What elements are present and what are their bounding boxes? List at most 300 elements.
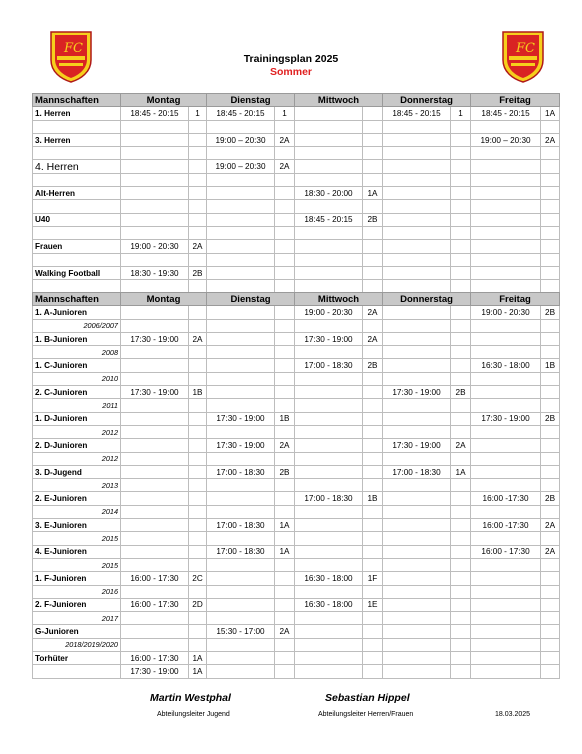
- room-di: [275, 266, 295, 279]
- room-mo: 2A: [189, 240, 207, 253]
- col-header-friday: Freitag: [471, 94, 560, 107]
- time-slot-fr: 19:00 - 20:30: [471, 306, 541, 319]
- room-di: [275, 147, 295, 160]
- time-slot-mo: [121, 346, 189, 359]
- time-slot-di: [207, 492, 275, 505]
- room-mo: [189, 625, 207, 638]
- time-slot-di: [207, 240, 275, 253]
- room-fr: [541, 625, 560, 638]
- time-slot-mo: [121, 479, 189, 492]
- time-slot-di: [207, 359, 275, 372]
- room-mi: [363, 346, 383, 359]
- birth-year-label: 2010: [33, 372, 121, 385]
- page-subtitle: Sommer: [269, 66, 312, 78]
- time-slot-fr: [471, 465, 541, 478]
- room-mo: [189, 253, 207, 266]
- time-slot-di: 17:00 - 18:30: [207, 545, 275, 558]
- room-do: [451, 187, 471, 200]
- team-name: 2. F-Junioren: [33, 598, 121, 611]
- time-slot-mi: [295, 240, 363, 253]
- room-fr: [541, 452, 560, 465]
- time-slot-di: [207, 479, 275, 492]
- room-di: [275, 319, 295, 332]
- room-fr: 2A: [541, 545, 560, 558]
- room-mo: [189, 187, 207, 200]
- table-row: [33, 412, 560, 425]
- time-slot-fr: [471, 226, 541, 239]
- room-di: [275, 532, 295, 545]
- room-di: [275, 572, 295, 585]
- room-do: [451, 652, 471, 665]
- time-slot-di: 15:30 - 17:00: [207, 625, 275, 638]
- time-slot-do: [383, 652, 451, 665]
- room-mo: [189, 319, 207, 332]
- time-slot-do: [383, 519, 451, 532]
- room-fr: [541, 213, 560, 226]
- room-mo: [189, 346, 207, 359]
- team-name: [33, 280, 121, 293]
- time-slot-mo: [121, 612, 189, 625]
- team-name: 1. D-Junioren: [33, 412, 121, 425]
- table-row: [33, 399, 560, 412]
- time-slot-fr: [471, 319, 541, 332]
- room-fr: 1A: [541, 107, 560, 120]
- room-fr: [541, 612, 560, 625]
- time-slot-do: [383, 173, 451, 186]
- room-do: [451, 160, 471, 173]
- time-slot-mi: [295, 226, 363, 239]
- time-slot-do: 18:45 - 20:15: [383, 107, 451, 120]
- time-slot-di: 17:00 - 18:30: [207, 519, 275, 532]
- room-do: [451, 492, 471, 505]
- room-di: [275, 665, 295, 678]
- room-do: [451, 452, 471, 465]
- time-slot-mo: [121, 519, 189, 532]
- table-row: [33, 253, 560, 266]
- time-slot-fr: [471, 266, 541, 279]
- room-mi: [363, 386, 383, 399]
- room-di: 2A: [275, 625, 295, 638]
- time-slot-mo: [121, 492, 189, 505]
- time-slot-mi: [295, 505, 363, 518]
- time-slot-do: [383, 585, 451, 598]
- room-mi: [363, 585, 383, 598]
- time-slot-di: [207, 572, 275, 585]
- time-slot-mi: [295, 107, 363, 120]
- room-fr: [541, 665, 560, 678]
- team-name: [33, 147, 121, 160]
- room-mi: [363, 665, 383, 678]
- time-slot-di: [207, 505, 275, 518]
- time-slot-di: [207, 319, 275, 332]
- time-slot-fr: [471, 280, 541, 293]
- time-slot-do: [383, 359, 451, 372]
- room-mo: [189, 612, 207, 625]
- time-slot-do: [383, 187, 451, 200]
- birth-year-label: 2015: [33, 558, 121, 571]
- room-mo: [189, 519, 207, 532]
- time-slot-do: [383, 492, 451, 505]
- room-di: [275, 386, 295, 399]
- room-di: [275, 479, 295, 492]
- room-do: [451, 147, 471, 160]
- table-row: [33, 319, 560, 332]
- time-slot-mo: [121, 200, 189, 213]
- room-mi: [363, 638, 383, 651]
- time-slot-do: [383, 133, 451, 146]
- room-di: [275, 372, 295, 385]
- team-name: 4. E-Junioren: [33, 545, 121, 558]
- time-slot-mo: [121, 187, 189, 200]
- time-slot-di: [207, 665, 275, 678]
- room-do: [451, 558, 471, 571]
- time-slot-di: [207, 372, 275, 385]
- table-row: [33, 439, 560, 452]
- time-slot-mo: 18:30 - 19:30: [121, 266, 189, 279]
- team-name: Frauen: [33, 240, 121, 253]
- time-slot-di: [207, 280, 275, 293]
- room-do: 1A: [451, 465, 471, 478]
- time-slot-do: [383, 625, 451, 638]
- col-header-monday: Montag: [121, 293, 207, 306]
- room-di: [275, 240, 295, 253]
- time-slot-di: [207, 399, 275, 412]
- room-mi: 1B: [363, 492, 383, 505]
- room-di: [275, 306, 295, 319]
- time-slot-mo: [121, 372, 189, 385]
- room-di: [275, 612, 295, 625]
- room-di: [275, 200, 295, 213]
- room-do: [451, 572, 471, 585]
- time-slot-mi: 18:45 - 20:15: [295, 213, 363, 226]
- time-slot-mo: [121, 280, 189, 293]
- time-slot-di: [207, 452, 275, 465]
- birth-year-label: 2013: [33, 479, 121, 492]
- room-fr: 2B: [541, 492, 560, 505]
- room-do: [451, 545, 471, 558]
- time-slot-mo: 17:30 - 19:00: [121, 386, 189, 399]
- col-header-thursday: Donnerstag: [383, 293, 471, 306]
- team-name: 1. B-Junioren: [33, 332, 121, 345]
- time-slot-do: [383, 319, 451, 332]
- room-fr: [541, 638, 560, 651]
- room-mo: [189, 558, 207, 571]
- time-slot-mo: 19:00 - 20:30: [121, 240, 189, 253]
- room-di: [275, 452, 295, 465]
- time-slot-di: [207, 306, 275, 319]
- room-mo: [189, 412, 207, 425]
- room-di: [275, 120, 295, 133]
- room-di: [275, 558, 295, 571]
- time-slot-fr: [471, 213, 541, 226]
- time-slot-fr: [471, 173, 541, 186]
- team-name: G-Junioren: [33, 625, 121, 638]
- time-slot-do: [383, 200, 451, 213]
- time-slot-fr: [471, 399, 541, 412]
- time-slot-di: [207, 386, 275, 399]
- table-row: [33, 372, 560, 385]
- room-di: 1A: [275, 519, 295, 532]
- time-slot-fr: [471, 572, 541, 585]
- table-row: [33, 346, 560, 359]
- room-di: [275, 399, 295, 412]
- room-di: [275, 505, 295, 518]
- room-mo: [189, 479, 207, 492]
- time-slot-do: 17:30 - 19:00: [383, 439, 451, 452]
- time-slot-di: 19:00 – 20:30: [207, 160, 275, 173]
- time-slot-do: [383, 306, 451, 319]
- room-do: [451, 359, 471, 372]
- room-mo: [189, 226, 207, 239]
- senior-schedule-table: [32, 93, 560, 293]
- room-fr: [541, 425, 560, 438]
- time-slot-mo: [121, 425, 189, 438]
- table-row: [33, 598, 560, 611]
- time-slot-di: 17:30 - 19:00: [207, 412, 275, 425]
- team-name: 2. D-Junioren: [33, 439, 121, 452]
- room-mo: [189, 399, 207, 412]
- room-fr: [541, 200, 560, 213]
- room-do: [451, 399, 471, 412]
- time-slot-do: [383, 253, 451, 266]
- room-mo: [189, 133, 207, 146]
- room-di: [275, 346, 295, 359]
- time-slot-mi: [295, 346, 363, 359]
- time-slot-mi: [295, 652, 363, 665]
- time-slot-fr: [471, 425, 541, 438]
- table-row: [33, 173, 560, 186]
- room-do: [451, 665, 471, 678]
- table-row: [33, 572, 560, 585]
- table-row: [33, 479, 560, 492]
- room-mi: [363, 545, 383, 558]
- room-fr: [541, 386, 560, 399]
- time-slot-do: [383, 120, 451, 133]
- table-header-row: [33, 94, 560, 107]
- time-slot-fr: 16:00 -17:30: [471, 492, 541, 505]
- room-do: [451, 213, 471, 226]
- time-slot-mi: [295, 200, 363, 213]
- room-mi: [363, 160, 383, 173]
- room-mi: [363, 372, 383, 385]
- time-slot-do: [383, 160, 451, 173]
- time-slot-mi: [295, 372, 363, 385]
- room-fr: [541, 558, 560, 571]
- table-row: [33, 558, 560, 571]
- room-fr: [541, 332, 560, 345]
- room-fr: 1B: [541, 359, 560, 372]
- time-slot-mo: [121, 532, 189, 545]
- room-mo: [189, 160, 207, 173]
- room-di: 2A: [275, 160, 295, 173]
- room-fr: [541, 532, 560, 545]
- signature-name-left: Martin Westphal: [150, 692, 231, 704]
- col-header-wednesday: Mittwoch: [295, 94, 383, 107]
- room-fr: [541, 439, 560, 452]
- time-slot-do: [383, 598, 451, 611]
- time-slot-mo: [121, 173, 189, 186]
- room-fr: [541, 280, 560, 293]
- time-slot-di: [207, 332, 275, 345]
- team-name: 1. Herren: [33, 107, 121, 120]
- time-slot-mo: [121, 412, 189, 425]
- time-slot-mi: [295, 532, 363, 545]
- room-fr: [541, 147, 560, 160]
- time-slot-mi: [295, 173, 363, 186]
- time-slot-do: [383, 532, 451, 545]
- time-slot-mi: [295, 519, 363, 532]
- time-slot-di: [207, 266, 275, 279]
- time-slot-di: [207, 425, 275, 438]
- time-slot-fr: [471, 187, 541, 200]
- birth-year-label: 2014: [33, 505, 121, 518]
- time-slot-mi: 17:00 - 18:30: [295, 359, 363, 372]
- table-row: [33, 107, 560, 120]
- room-do: [451, 598, 471, 611]
- time-slot-mi: [295, 465, 363, 478]
- time-slot-mi: 18:30 - 20:00: [295, 187, 363, 200]
- table-row: [33, 359, 560, 372]
- team-name: [33, 665, 121, 678]
- time-slot-fr: [471, 120, 541, 133]
- room-mo: [189, 372, 207, 385]
- room-mi: [363, 532, 383, 545]
- room-mo: 2D: [189, 598, 207, 611]
- room-mi: [363, 505, 383, 518]
- room-mi: 2B: [363, 213, 383, 226]
- time-slot-fr: 18:45 - 20:15: [471, 107, 541, 120]
- room-do: [451, 412, 471, 425]
- time-slot-fr: [471, 558, 541, 571]
- time-slot-di: [207, 346, 275, 359]
- time-slot-mi: [295, 452, 363, 465]
- room-mi: 2A: [363, 332, 383, 345]
- time-slot-di: [207, 147, 275, 160]
- room-fr: [541, 173, 560, 186]
- time-slot-di: 18:45 - 20:15: [207, 107, 275, 120]
- time-slot-do: [383, 545, 451, 558]
- birth-year-label: 2016: [33, 585, 121, 598]
- room-mi: [363, 412, 383, 425]
- room-mo: 1A: [189, 652, 207, 665]
- room-do: [451, 638, 471, 651]
- room-di: [275, 492, 295, 505]
- room-fr: [541, 598, 560, 611]
- room-do: [451, 226, 471, 239]
- room-do: [451, 306, 471, 319]
- team-name: [33, 253, 121, 266]
- time-slot-fr: [471, 452, 541, 465]
- time-slot-mo: [121, 226, 189, 239]
- time-slot-fr: [471, 479, 541, 492]
- room-fr: [541, 346, 560, 359]
- room-do: [451, 585, 471, 598]
- room-do: 1: [451, 107, 471, 120]
- room-mi: 2A: [363, 306, 383, 319]
- room-fr: 2B: [541, 306, 560, 319]
- table-row: [33, 545, 560, 558]
- room-fr: 2B: [541, 412, 560, 425]
- room-mo: [189, 306, 207, 319]
- time-slot-do: [383, 346, 451, 359]
- time-slot-mi: [295, 319, 363, 332]
- room-fr: [541, 319, 560, 332]
- room-di: [275, 652, 295, 665]
- time-slot-mo: [121, 160, 189, 173]
- room-mi: 1A: [363, 187, 383, 200]
- time-slot-fr: [471, 200, 541, 213]
- room-mo: [189, 465, 207, 478]
- time-slot-fr: 17:30 - 19:00: [471, 412, 541, 425]
- room-di: [275, 253, 295, 266]
- svg-text:FC: FC: [516, 41, 535, 56]
- time-slot-do: [383, 505, 451, 518]
- room-mi: [363, 399, 383, 412]
- time-slot-di: 17:00 - 18:30: [207, 465, 275, 478]
- time-slot-mo: [121, 452, 189, 465]
- room-do: [451, 319, 471, 332]
- team-name: Torhüter: [33, 652, 121, 665]
- room-fr: [541, 505, 560, 518]
- time-slot-fr: 19:00 – 20:30: [471, 133, 541, 146]
- room-do: [451, 120, 471, 133]
- room-mo: [189, 200, 207, 213]
- team-name: 1. C-Junioren: [33, 359, 121, 372]
- time-slot-do: [383, 240, 451, 253]
- time-slot-mi: [295, 545, 363, 558]
- time-slot-do: [383, 412, 451, 425]
- time-slot-di: [207, 532, 275, 545]
- room-mi: [363, 465, 383, 478]
- time-slot-di: [207, 187, 275, 200]
- time-slot-fr: [471, 386, 541, 399]
- table-row: [33, 133, 560, 146]
- time-slot-fr: 16:30 - 18:00: [471, 359, 541, 372]
- time-slot-mo: [121, 625, 189, 638]
- time-slot-mi: 19:00 - 20:30: [295, 306, 363, 319]
- col-header-monday: Montag: [121, 94, 207, 107]
- time-slot-mi: [295, 412, 363, 425]
- team-name: 1. F-Junioren: [33, 572, 121, 585]
- room-mo: [189, 585, 207, 598]
- time-slot-do: [383, 572, 451, 585]
- room-di: [275, 425, 295, 438]
- room-mi: [363, 558, 383, 571]
- table-row: [33, 226, 560, 239]
- room-mo: [189, 532, 207, 545]
- room-do: [451, 240, 471, 253]
- time-slot-mo: [121, 439, 189, 452]
- room-mi: 1E: [363, 598, 383, 611]
- time-slot-mi: [295, 399, 363, 412]
- room-di: [275, 638, 295, 651]
- time-slot-fr: [471, 240, 541, 253]
- time-slot-mo: [121, 120, 189, 133]
- birth-year-label: 2006/2007: [33, 319, 121, 332]
- time-slot-di: [207, 226, 275, 239]
- time-slot-mi: [295, 665, 363, 678]
- time-slot-mi: [295, 439, 363, 452]
- col-header-teams: Mannschaften: [33, 94, 121, 107]
- table-row: [33, 425, 560, 438]
- time-slot-mi: [295, 625, 363, 638]
- room-fr: [541, 120, 560, 133]
- room-fr: 2A: [541, 133, 560, 146]
- time-slot-mi: 17:30 - 19:00: [295, 332, 363, 345]
- time-slot-mo: [121, 505, 189, 518]
- room-mi: [363, 226, 383, 239]
- team-name: 2. C-Junioren: [33, 386, 121, 399]
